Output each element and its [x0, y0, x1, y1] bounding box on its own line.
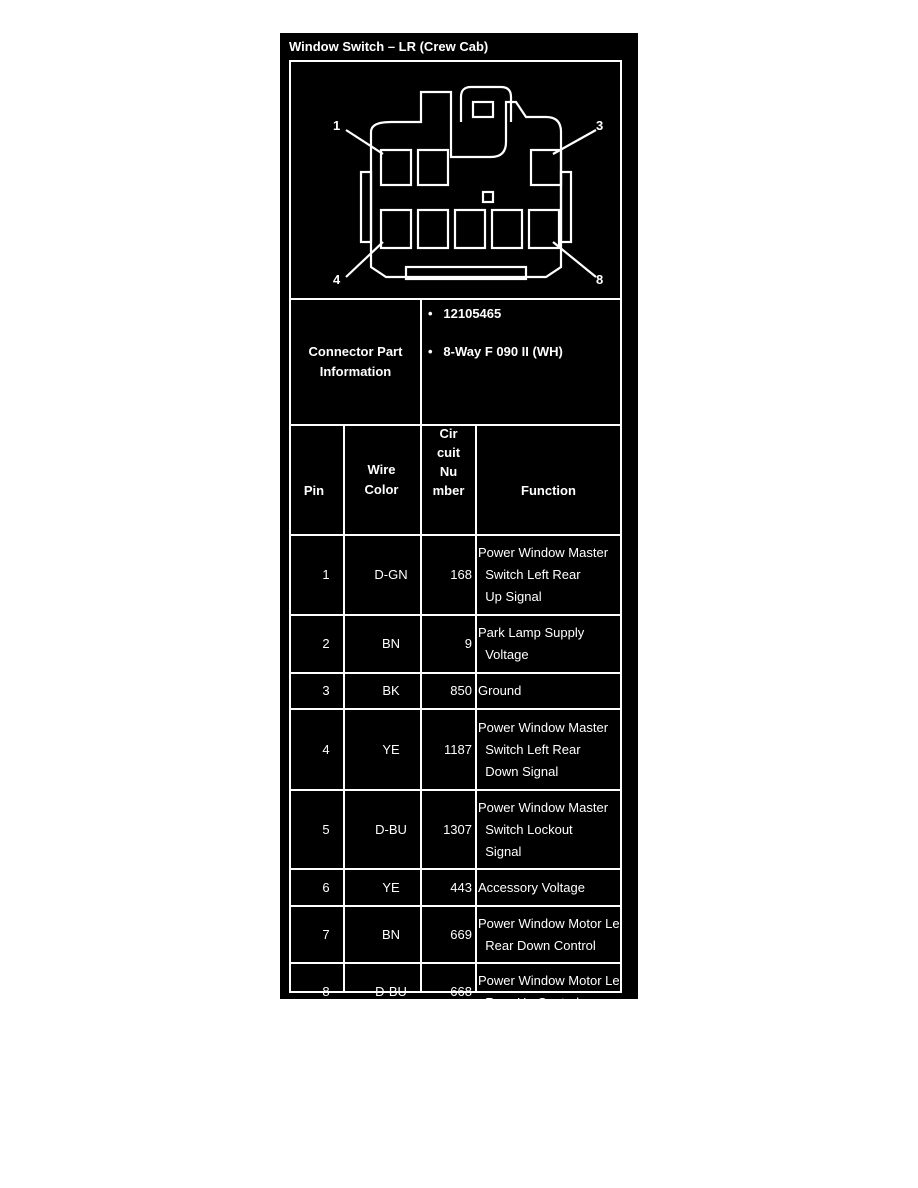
table-cell-circuit: 668	[450, 983, 472, 999]
row-divider	[291, 868, 620, 870]
header-function: Function	[521, 483, 576, 498]
connector-description: 8-Way F 090 II (WH)	[443, 344, 563, 359]
table-cell-pin: 2	[322, 636, 330, 651]
table-cell-circuit: 850	[450, 683, 472, 698]
table-cell-circuit: 168	[450, 567, 472, 582]
header-circuit-number: Cir cuit Nu mber	[432, 426, 465, 498]
table-cell-pin: 5	[322, 821, 330, 837]
row-divider	[291, 905, 620, 907]
diagram-label-3: 3	[596, 118, 604, 133]
table-cell-function: Power Window Master Switch Left Rear Up Signal	[478, 545, 609, 604]
table-cell-function: Power Window Master Switch Left Rear Down Signal	[478, 719, 609, 779]
table-cell-wire-color: D-BU	[375, 983, 407, 999]
col-divider	[475, 424, 477, 991]
connector-panel	[280, 33, 638, 1010]
row-divider	[291, 534, 620, 536]
table-cell-pin: 8	[322, 983, 330, 999]
table-cell-circuit: 1187	[444, 741, 472, 757]
table-cell-wire-color: D-GN	[374, 567, 408, 582]
row-divider	[291, 298, 620, 300]
table-cell-wire-color: BN	[381, 926, 401, 942]
header-wire-color: Wire Color	[364, 462, 399, 497]
table-cell-circuit: 1307	[443, 821, 472, 837]
connector-info-label: Connector Part Information	[308, 344, 403, 379]
table-cell-pin: 1	[322, 567, 330, 582]
table-cell-wire-color: BK	[382, 683, 400, 698]
row-divider	[291, 708, 620, 710]
table-cell-pin: 7	[322, 926, 330, 942]
table-cell-function: Power Window Master Switch Lockout Signal	[478, 799, 609, 859]
diagram-label-1: 1	[333, 118, 341, 133]
table-cell-function: Park Lamp Supply Voltage	[478, 625, 585, 662]
row-divider	[291, 789, 620, 791]
table-cell-circuit: 669	[450, 926, 472, 942]
table-cell-pin: 4	[322, 741, 330, 757]
col-divider	[343, 424, 345, 991]
part-number-item: • 12105465	[428, 306, 502, 321]
row-divider	[291, 614, 620, 616]
col-divider	[420, 424, 422, 991]
row-divider	[291, 672, 620, 674]
table-cell-wire-color: BN	[381, 636, 401, 651]
row-divider	[291, 962, 620, 964]
table-cell-function: Ground	[478, 683, 522, 698]
header-pin: Pin	[303, 483, 325, 498]
connector-diagram	[291, 62, 620, 298]
page-title: Window Switch – LR (Crew Cab)	[289, 39, 489, 54]
table-cell-function: Power Window Motor Le Rear Down Control	[478, 915, 620, 953]
part-number: 12105465	[443, 306, 502, 321]
table-cell-circuit: 9	[464, 636, 472, 651]
table-cell-circuit: 443	[450, 879, 472, 895]
table-cell-wire-color: YE	[382, 741, 400, 757]
diagram-label-4: 4	[333, 272, 341, 287]
table-cell-pin: 3	[322, 683, 330, 698]
col-divider	[420, 298, 422, 426]
diagram-label-8: 8	[596, 272, 604, 287]
table-cell-pin: 6	[322, 879, 330, 895]
table-cell-function: Accessory Voltage	[478, 879, 585, 895]
table-cell-wire-color: YE	[382, 879, 400, 895]
connector-description-item: • 8-Way F 090 II (WH)	[428, 344, 563, 359]
connector-table	[289, 60, 622, 1010]
table-cell-function: Power Window Motor Le Rear Up Control	[478, 972, 620, 1010]
table-cell-wire-color: D-BU	[375, 821, 407, 837]
